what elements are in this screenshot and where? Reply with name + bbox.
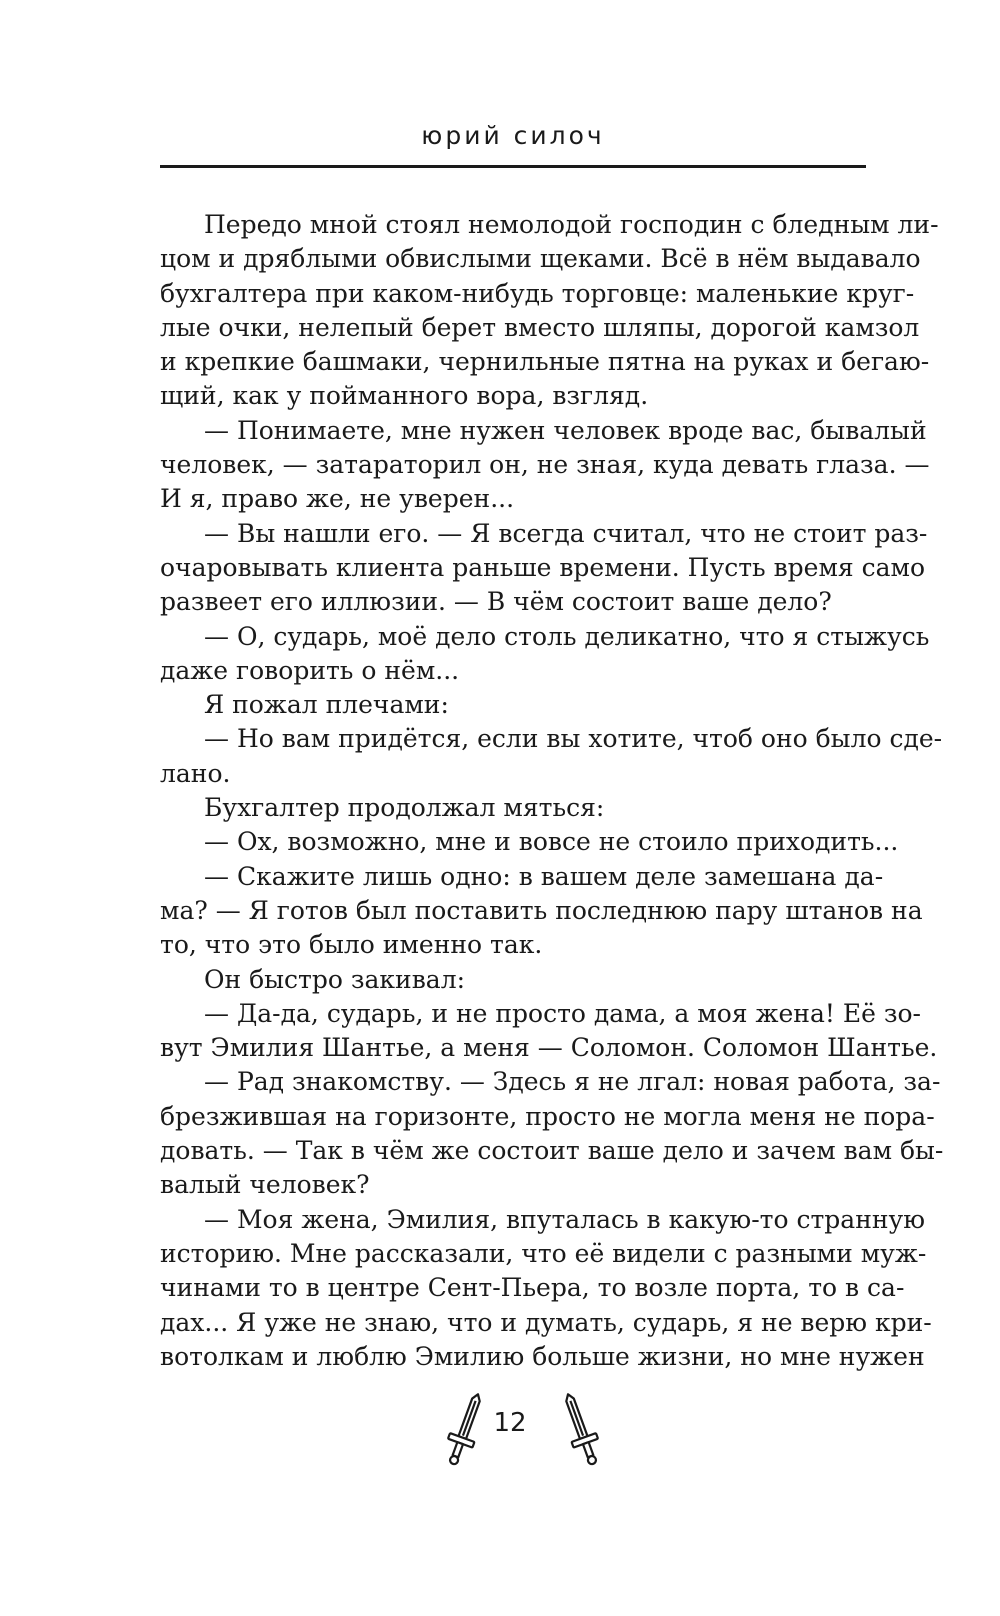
text-line: лано. bbox=[160, 758, 231, 788]
text-line: ма? — Я готов был поставить последнюю пару штанов на bbox=[160, 895, 923, 925]
text-line: — Понимаете, мне нужен человек вроде вас, бывалый bbox=[204, 415, 927, 445]
header-rule bbox=[160, 165, 866, 168]
text-line: чинами то в центре Сент-Пьера, то возле порта, то в са- bbox=[160, 1273, 905, 1303]
text-line: — Но вам придётся, если вы хотите, чтоб оно было сде- bbox=[204, 724, 943, 754]
text-line: — Да-да, сударь, и не просто дама, а моя жена! Её зо- bbox=[204, 998, 921, 1028]
running-head: юрий силоч bbox=[421, 121, 605, 150]
text-line: — Ох, возможно, мне и вовсе не стоило приходить... bbox=[204, 827, 899, 857]
body-text bbox=[160, 208, 944, 1374]
text-line: Бухгалтер продолжал мяться: bbox=[204, 793, 605, 823]
text-line: — Вы нашли его. — Я всегда считал, что не стоит раз- bbox=[204, 518, 928, 548]
paragraph bbox=[160, 208, 939, 414]
text-line: И я, право же, не уверен... bbox=[160, 484, 515, 514]
text-line: — Рад знакомству. — Здесь я не лгал: новая работа, за- bbox=[204, 1067, 941, 1097]
paragraph bbox=[160, 791, 866, 825]
paragraph bbox=[160, 688, 866, 722]
sword-icon bbox=[553, 1390, 609, 1470]
text-line: вут Эмилия Шантье, а меня — Соломон. Соломон Шантье. bbox=[160, 1033, 938, 1063]
paragraph bbox=[160, 963, 866, 997]
text-line: даже говорить о нём... bbox=[160, 655, 460, 685]
text-line: человек, — затараторил он, не зная, куда девать глаза. — bbox=[160, 450, 930, 480]
text-line: вотолкам и люблю Эмилию больше жизни, но мне нужен bbox=[160, 1341, 925, 1371]
text-line: очаровывать клиента раньше времени. Пусть время само bbox=[160, 552, 926, 582]
paragraph bbox=[160, 825, 899, 859]
text-line: довать. — Так в чём же состоит ваше дело и зачем вам бы- bbox=[160, 1136, 944, 1166]
text-line: то, что это было именно так. bbox=[160, 930, 543, 960]
paragraph bbox=[160, 860, 923, 963]
text-line: — О, сударь, моё дело столь деликатно, что я стыжусь bbox=[204, 621, 930, 651]
paragraph bbox=[160, 1203, 932, 1374]
text-line: бухгалтера при каком-нибудь торговце: маленькие круг- bbox=[160, 278, 915, 308]
text-line: — Моя жена, Эмилия, впуталась в какую-то странную bbox=[204, 1204, 926, 1234]
text-line: щий, как у пойманного вора, взгляд. bbox=[160, 381, 649, 411]
paragraph bbox=[160, 722, 943, 791]
page-footer bbox=[0, 1390, 1000, 1470]
paragraph bbox=[160, 517, 928, 620]
text-line: Передо мной стоял немолодой господин с бледным ли- bbox=[204, 210, 939, 239]
text-line: Он быстро закивал: bbox=[204, 964, 465, 994]
paragraph bbox=[160, 997, 938, 1066]
text-line: Я пожал плечами: bbox=[204, 690, 449, 720]
paragraph bbox=[160, 620, 930, 689]
paragraph bbox=[160, 414, 930, 517]
text-line: — Скажите лишь одно: в вашем деле замешана да- bbox=[204, 861, 884, 891]
text-line: цом и дряблыми обвислыми щеками. Всё в нём выдавало bbox=[160, 244, 921, 274]
text-line: и крепкие башмаки, чернильные пятна на руках и бегаю- bbox=[160, 347, 930, 377]
text-line: историю. Мне рассказали, что её видели с разными муж- bbox=[160, 1238, 927, 1268]
paragraph bbox=[160, 1065, 944, 1202]
text-line: дах... Я уже не знаю, что и думать, сударь, я не верю кри- bbox=[160, 1307, 932, 1337]
page-number: 12 bbox=[493, 1408, 527, 1438]
text-line: брезжившая на горизонте, просто не могла меня не пора- bbox=[160, 1101, 935, 1131]
text-line: лые очки, нелепый берет вместо шляпы, дорогой камзол bbox=[160, 312, 920, 342]
text-line: развеет его иллюзии. — В чём состоит ваше дело? bbox=[160, 587, 832, 617]
text-line: валый человек? bbox=[160, 1170, 370, 1200]
